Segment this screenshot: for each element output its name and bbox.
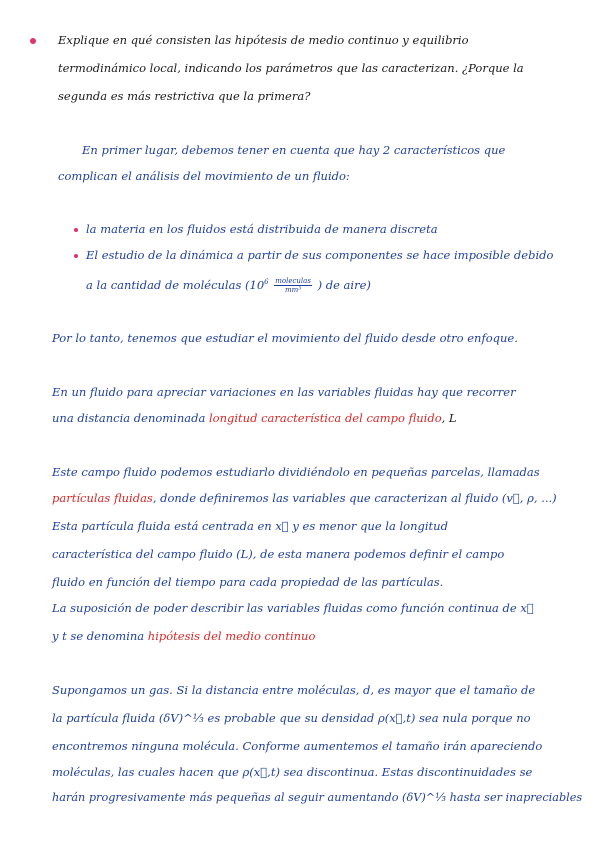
para1: Por lo tanto, tenemos que estudiar el movimiento del fluido desde otro enfoque. bbox=[52, 331, 518, 345]
para4-line-5: harán progresivamente más pequeñas al seguir aumentando (δV)^⅓ hasta ser inapreciables bbox=[52, 791, 583, 804]
para3-line-2 bbox=[52, 490, 557, 506]
para3-line-2-post: , donde definiremos las variables que caracterizan al fluido (v⃗, ρ, ...) bbox=[152, 491, 557, 505]
bullet-2-post: ) de aire) bbox=[317, 277, 371, 292]
para4-line-3: encontremos ninguna molécula. Conforme aumentemos el tamaño irán apareciendo bbox=[52, 739, 543, 753]
intro-line-1: En primer lugar, debemos tener en cuenta que hay 2 característicos que bbox=[82, 143, 506, 157]
intro-line-2: complican el análisis del movimiento de un fluido: bbox=[58, 169, 350, 183]
para2-line-2 bbox=[52, 410, 457, 426]
term-hipotesis-medio-continuo: hipótesis del medio continuo bbox=[147, 629, 316, 643]
para3-line-4: característica del campo fluido (L), de esta manera podemos definir el campo bbox=[52, 547, 505, 561]
para2-pre: una distancia denominada bbox=[52, 411, 206, 425]
bullet-2-line-1: El estudio de la dinámica a partir de sus componentes se hace imposible debido bbox=[86, 248, 554, 262]
term-particulas-fluidas: partículas fluidas bbox=[52, 491, 153, 505]
term-longitud-caracteristica: longitud característica del campo fluido bbox=[209, 411, 442, 425]
question-line-1: Explique en qué consisten las hipótesis de medio continuo y equilibrio bbox=[58, 33, 469, 47]
bullet-1: la materia en los fluidos está distribuida de manera discreta bbox=[86, 222, 438, 236]
para4-line-1: Supongamos un gas. Si la distancia entre moléculas, d, es mayor que el tamaño de bbox=[52, 683, 536, 697]
bullet-2-line-2 bbox=[86, 274, 371, 294]
fraction-numerator: moleculas bbox=[275, 277, 311, 286]
para3-line-1: Este campo fluido podemos estudiarlo dividiéndolo en pequeñas parcelas, llamadas bbox=[52, 465, 540, 479]
para2-line-1: En un fluido para apreciar variaciones en las variables fluidas hay que recorrer bbox=[52, 385, 516, 399]
list-bullet-icon bbox=[74, 254, 78, 258]
para3-line-3: Esta partícula fluida está centrada en x⃗ y es menor que la longitud bbox=[52, 519, 448, 533]
units-fraction bbox=[274, 277, 312, 294]
para3-line-7 bbox=[52, 628, 315, 644]
para2-post: , L bbox=[441, 411, 457, 425]
list-bullet-icon bbox=[74, 228, 78, 232]
question-line-3: segunda es más restrictiva que la primera? bbox=[58, 89, 311, 103]
para3-line-5: fluido en función del tiempo para cada propiedad de las partículas. bbox=[52, 575, 444, 589]
exponent: 6 bbox=[264, 278, 269, 286]
question-line-2: termodinámico local, indicando los parámetros que las caracterizan. ¿Porque la bbox=[58, 61, 524, 75]
bullet-2-pre: a la cantidad de moléculas (10 bbox=[86, 277, 265, 292]
question-bullet-icon bbox=[30, 38, 36, 44]
para3-line-6: La suposición de poder describir las variables fluidas como función continua de x⃗ bbox=[52, 601, 534, 615]
para4-line-4: moléculas, las cuales hacen que ρ(x⃗,t) sea discontinua. Estas discontinuidades se bbox=[52, 765, 533, 779]
fraction-denominator: mm³ bbox=[285, 286, 302, 295]
para4-line-2: la partícula fluida (δV)^⅓ es probable que su densidad ρ(x⃗,t) sea nula porque no bbox=[52, 711, 531, 725]
para3-line-7-pre: y t se denomina bbox=[52, 629, 145, 643]
